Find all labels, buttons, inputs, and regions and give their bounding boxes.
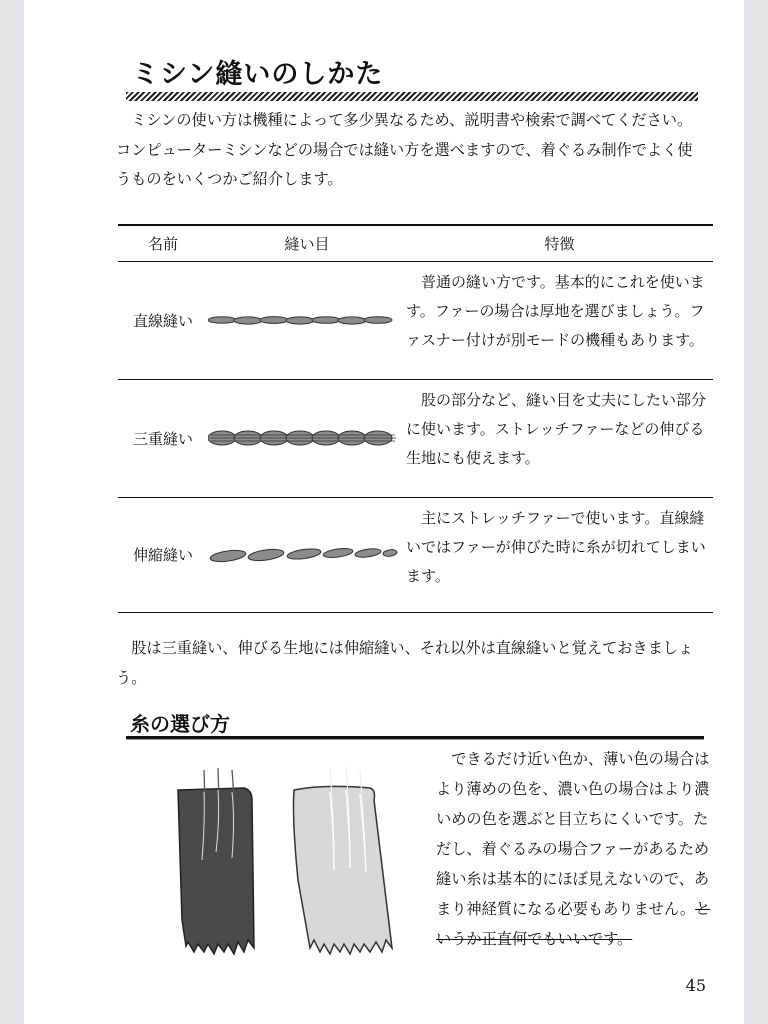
table-row-straight bbox=[118, 261, 713, 379]
stitch-name: 三重縫い bbox=[132, 429, 193, 448]
stitch-feature: 股の部分など、縫い目を丈夫にしたい部分に使います。ストレッチファーなどの伸びる生地にも使えます。 bbox=[406, 390, 707, 467]
stitch-feature: 普通の縫い方です。基本的にこれを使います。ファーの場合は厚地を選びましょう。ファスナー付けが別モードの機種もあります。 bbox=[406, 272, 705, 349]
struck-text: というか正直何でもいいです。 bbox=[436, 900, 711, 948]
title-underline bbox=[126, 92, 698, 101]
stitch-table bbox=[118, 224, 713, 613]
page-title: ミシン縫いのしかた bbox=[132, 59, 384, 90]
thread-paragraph bbox=[436, 744, 712, 954]
page bbox=[24, 0, 744, 1024]
dark-fabric-illustration bbox=[178, 768, 254, 954]
section-title: 糸の選び方 bbox=[130, 712, 230, 736]
thread-text: できるだけ近い色か、薄い色の場合はより薄めの色を、濃い色の場合はより濃いめの色を選ぶと目立ちにくいです。ただし、着ぐるみの場合ファーがあるため縫い糸は基本的にほぼ見えないので、あまり神経質になる必要もありません。 bbox=[436, 750, 710, 918]
triple-stitch-sample bbox=[208, 379, 406, 497]
page-number: 45 bbox=[685, 976, 706, 995]
stitch-feature: 主にストレッチファーで使います。直線縫いではファーが伸びた時に糸が切れてしまいます。 bbox=[406, 508, 706, 585]
header-name: 名前 bbox=[147, 234, 178, 253]
table-row-stretch bbox=[118, 497, 713, 612]
straight-stitch-sample bbox=[208, 261, 406, 379]
stitch-name: 伸縮縫い bbox=[132, 546, 193, 564]
light-fabric-illustration bbox=[294, 766, 393, 954]
table-header-row bbox=[118, 225, 713, 261]
header-feature: 特徴 bbox=[544, 234, 575, 253]
thread-illustration bbox=[174, 760, 404, 960]
section-underline bbox=[126, 736, 704, 740]
stitch-name: 直線縫い bbox=[132, 311, 193, 330]
intro-paragraph: ミシンの使い方は機種によって多少異なるため、説明書や検索で調べてください。コンピューターミシンなどの場合では縫い方を選べますので、着ぐるみ制作でよく使うものをいくつかご紹介します。 bbox=[116, 111, 693, 188]
table-row-triple bbox=[118, 379, 713, 497]
header-stitch: 縫い目 bbox=[284, 234, 330, 253]
stretch-stitch-sample bbox=[208, 497, 406, 612]
summary-paragraph: 股は三重縫い、伸びる生地には伸縮縫い、それ以外は直線縫いと覚えておきましょう。 bbox=[116, 639, 694, 687]
